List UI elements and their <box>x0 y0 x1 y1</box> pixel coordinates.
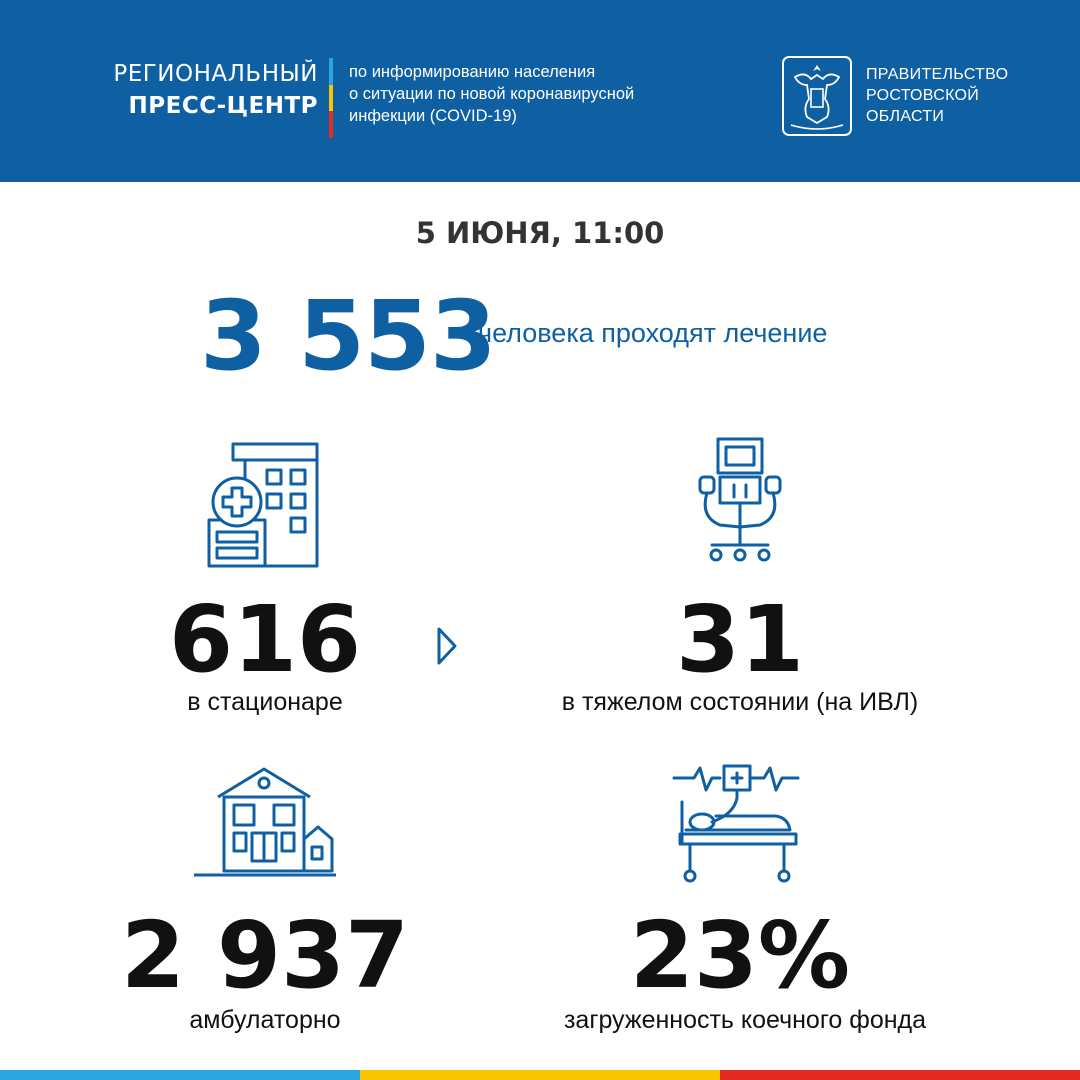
tagline-line: по информированию населения <box>349 63 596 81</box>
government-title <box>866 64 1008 127</box>
bed-load-percent: 23% <box>629 902 851 1009</box>
outpatient-count: 2 937 <box>120 902 410 1009</box>
coat-of-arms-icon <box>781 55 853 137</box>
hospital-label: в стационаре <box>187 688 343 716</box>
house-icon <box>190 765 340 881</box>
hospital-building-icon <box>205 440 325 570</box>
tagline-line: о ситуации по новой коронавирусной <box>349 85 635 103</box>
ventilator-icon <box>690 435 790 565</box>
gov-line: ОБЛАСТИ <box>866 108 945 125</box>
tricolor-footer-bar <box>0 1070 1080 1080</box>
chevron-right-icon <box>436 626 458 666</box>
total-treated-label: человека проходят лечение <box>478 318 828 348</box>
gov-line: ПРАВИТЕЛЬСТВО <box>866 66 1009 83</box>
tagline <box>349 61 634 127</box>
gov-line: РОСТОВСКОЙ <box>866 87 980 104</box>
hospital-count: 616 <box>168 586 362 693</box>
outpatient-label: амбулаторно <box>189 1006 341 1034</box>
press-center-logo <box>40 58 318 122</box>
tricolor-divider <box>329 58 333 138</box>
tagline-line: инфекции (COVID-19) <box>349 107 517 125</box>
brand-line1: РЕГИОНАЛЬНЫЙ <box>113 61 318 87</box>
header-banner <box>0 0 1080 182</box>
bed-load-label: загруженность коечного фонда <box>563 1006 927 1034</box>
brand-line2: ПРЕСС-ЦЕНТР <box>128 93 318 119</box>
ventilator-label: в тяжелом состоянии (на ИВЛ) <box>561 688 919 716</box>
report-date: 5 ИЮНЯ, 11:00 <box>415 216 665 250</box>
total-treated-number: 3 553 <box>200 280 496 392</box>
ventilator-count: 31 <box>675 586 805 693</box>
hospital-bed-icon <box>672 762 802 888</box>
